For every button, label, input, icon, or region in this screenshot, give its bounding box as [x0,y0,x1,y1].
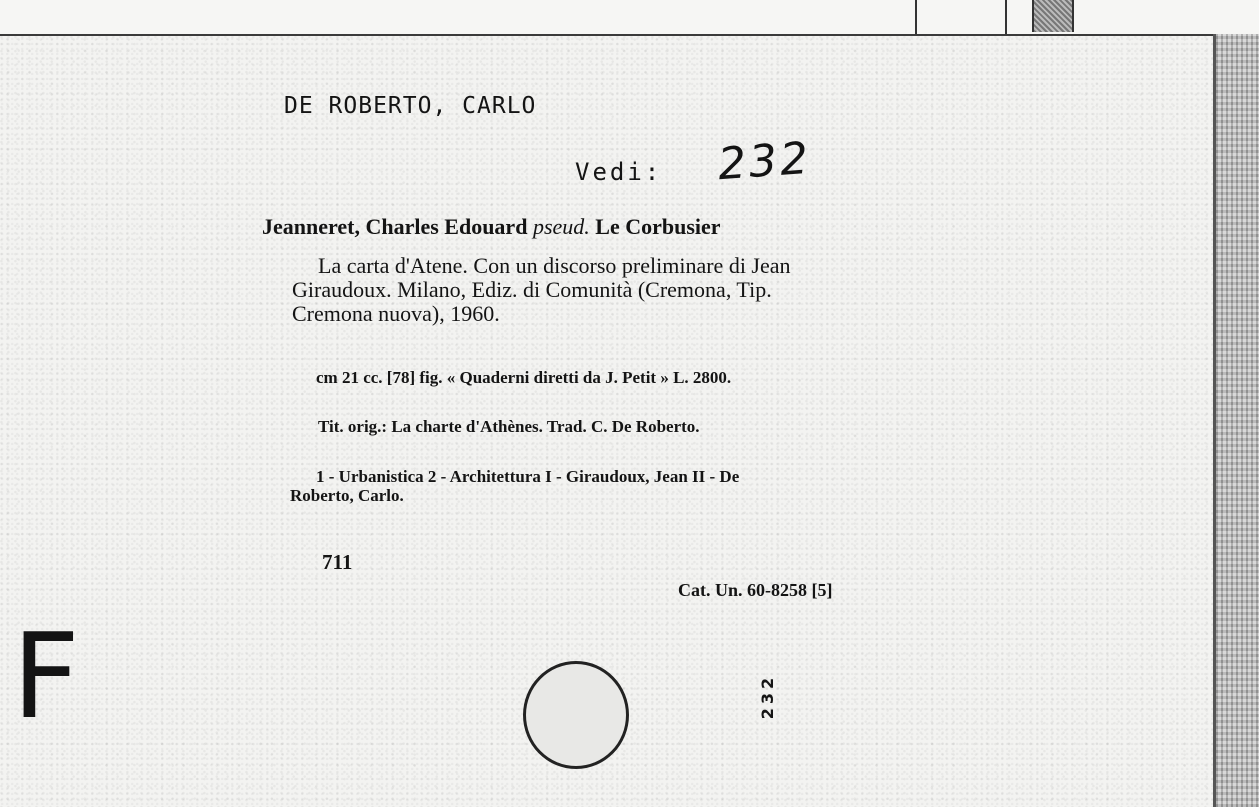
original-title-note: Tit. orig.: La charte d'Athènes. Trad. C. De Roberto. [318,417,700,436]
subject-tracings [290,467,739,505]
title-description [292,254,791,326]
catalog-number: Cat. Un. 60-8258 [5] [678,580,833,600]
main-entry [262,214,721,240]
subject-line: 1 - Urbanistica 2 - Architettura I - Giraudoux, Jean II - De [316,467,740,486]
subject-line: Roberto, Carlo. [290,486,404,505]
description-line: Giraudoux. Milano, Ediz. di Comunità (Cremona, Tip. [292,277,772,302]
entry-alias: Le Corbusier [595,214,721,239]
adjacent-card-top-edge [0,0,1259,36]
card-tab-block [1032,0,1074,32]
card-tab-divider [1005,0,1007,34]
entry-name: Jeanneret, Charles Edouard [262,214,528,239]
class-number: 711 [322,550,353,574]
description-line: Cremona nuova), 1960. [292,301,500,326]
see-reference-label: Vedi: [575,158,663,186]
card-heading: DE ROBERTO, CARLO [284,93,537,119]
handwritten-number: 232 [716,132,813,191]
margin-letter: F [12,607,80,745]
card-tab-divider [915,0,917,34]
vertical-number: 232 [758,673,778,720]
collation-line: cm 21 cc. [78] fig. « Quaderni diretti da J. Petit » L. 2800. [316,368,732,387]
pseud-label: pseud. [532,214,590,239]
card-stack-edge [1213,34,1259,807]
description-line: La carta d'Atene. Con un discorso preliminare di Jean [318,253,791,278]
card-punch-hole [523,661,629,769]
